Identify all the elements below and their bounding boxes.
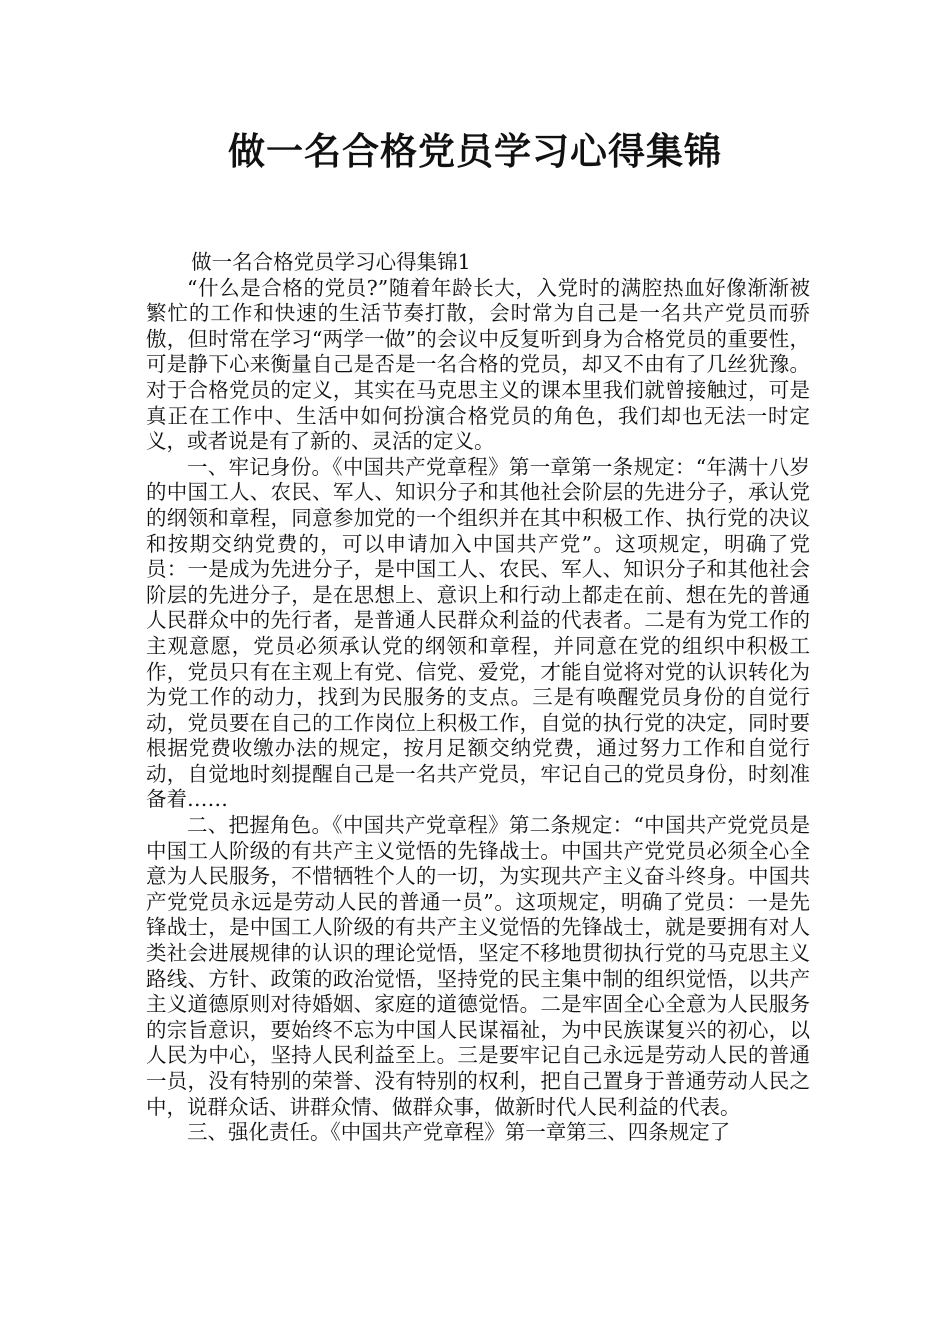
paragraph-section-3: 三、强化责任。《中国共产党章程》第一章第三、四条规定了 xyxy=(187,1120,731,1145)
document-body xyxy=(146,250,810,1146)
paragraph-intro: “什么是合格的党员?”随着年龄长大，入党时的满腔热血好像渐渐被繁忙的工作和快速的生活节奏打散，会时常为自己是一名共产党员而骄傲，但时常在学习“两学一做”的会议中反复听到身为合格党员的重要性，可是静下心来衡量自己是否是一名合格的党员，却又不由有了几丝犹豫。对于合格党员的定义，其实在马克思主义的课本里我们就曾接触过，可是真正在工作中、生活中如何扮演合格党员的角色，我们却也无法一时定义，或者说是有了新的、灵活的定义。 xyxy=(146,275,810,454)
document-subtitle: 做一名合格党员学习心得集锦1 xyxy=(191,250,471,274)
paragraph-section-1: 一、牢记身份。《中国共产党章程》第一章第一条规定：“年满十八岁的中国工人、农民、军人、知识分子和其他社会阶层的先进分子，承认党的纲领和章程，同意参加党的一个组织并在其中积极工作、执行党的决议和按期交纳党费的，可以申请加入中国共产党”。这项规定，明确了党员：一是成为先进分子，是中国工人、农民、军人、知识分子和其他社会阶层的先进分子，是在思想上、意识上和行动上都走在前、想在先的普通人民群众中的先行者，是普通人民群众利益的代表者。二是有为党工作的主观意愿，党员必须承认党的纲领和章程，并同意在党的组织中积极工作，党员只有在主观上有党、信党、爱党，才能自觉将对党的认识转化为为党工作的动力，找到为民服务的支点。三是有唤醒党员身份的自觉行动，党员要在自己的工作岗位上积极工作，自觉的执行党的决定，同时要根据党费收缴办法的规定，按月足额交纳党费，通过努力工作和自觉行动，自觉地时刻提醒自己是一名共产党员，牢记自己的党员身份，时刻准备着…… xyxy=(146,454,810,812)
paragraph-section-2: 二、把握角色。《中国共产党章程》第二条规定：“中国共产党党员是中国工人阶级的有共产主义觉悟的先锋战士。中国共产党党员必须全心全意为人民服务，不惜牺牲个人的一切，为实现共产主义奋斗终身。中国共产党党员永远是劳动人民的普通一员”。这项规定，明确了党员：一是先锋战士，是中国工人阶级的有共产主义觉悟的先锋战士，就是要拥有对人类社会进展规律的认识的理论觉悟，坚定不移地贯彻执行党的马克思主义路线、方针、政策的政治觉悟，坚持党的民主集中制的组织觉悟，以共产主义道德原则对待婚姻、家庭的道德觉悟。二是牢固全心全意为人民服务的宗旨意识，要始终不忘为中国人民谋福祉，为中民族谋复兴的初心，以人民为中心，坚持人民利益至上。三是要牢记自己永远是劳动人民的普通一员，没有特别的荣誉、没有特别的权利，把自己置身于普通劳动人民之中，说群众话、讲群众情、做群众事，做新时代人民利益的代表。 xyxy=(146,813,810,1119)
document-title: 做一名合格党员学习心得集锦 xyxy=(228,130,722,173)
